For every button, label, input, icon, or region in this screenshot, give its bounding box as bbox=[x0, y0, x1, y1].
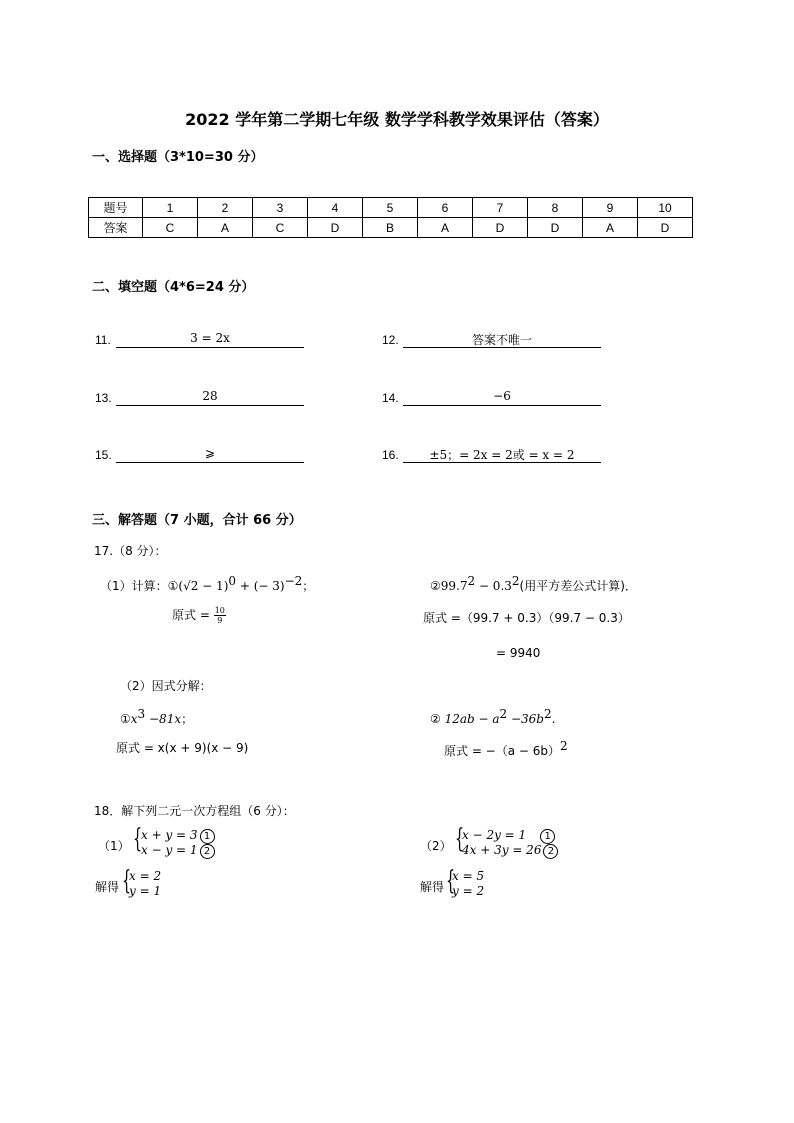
q17-p1a-prefix: ① bbox=[167, 579, 179, 593]
fill-answer-15: ⩾ bbox=[116, 446, 304, 463]
table-cell: C bbox=[143, 218, 198, 238]
q18-sys2-eq2 bbox=[462, 843, 558, 859]
q17-p1b-note: (用平方差公式计算)． bbox=[519, 579, 637, 593]
fill-answer-12: 答案不唯一 bbox=[403, 331, 601, 348]
q17-p1a-exp0: 0 bbox=[228, 574, 237, 588]
q17-p2b-prefix: ② bbox=[430, 712, 441, 726]
q17-p1a-end: ； bbox=[302, 579, 315, 593]
table-cell: 4 bbox=[308, 198, 363, 218]
q17-p2a-expr2: −81x bbox=[145, 712, 182, 726]
q17-p2b-exp2: 2 bbox=[544, 707, 552, 721]
row-label-answer: 答案 bbox=[89, 218, 143, 238]
q17-p1b-exp1: 2 bbox=[467, 574, 476, 588]
fill-answer-13: 28 bbox=[116, 389, 304, 406]
q17-p2a-result-text: 原式 = x(x + 9)(x − 9) bbox=[116, 741, 249, 755]
equation-text: x − 2y = 1 bbox=[462, 828, 527, 842]
q17-p1a-result-label: 原式 = bbox=[172, 608, 210, 622]
table-row-numbers bbox=[89, 198, 693, 218]
q17-p1b-prefix: ② bbox=[430, 579, 441, 593]
q17-p2b-end: . bbox=[551, 712, 556, 726]
table-cell: 7 bbox=[473, 198, 528, 218]
q17-p1b-exp2: 2 bbox=[511, 574, 520, 588]
q17-p2a-end: ； bbox=[181, 712, 194, 726]
fill-number-16: 16. bbox=[382, 448, 399, 462]
q17-p1b bbox=[430, 574, 637, 594]
q18-sol2-x bbox=[452, 869, 484, 883]
q18-label: 18．解下列二元一次方程组（6 分）： bbox=[94, 804, 295, 818]
table-cell: 8 bbox=[528, 198, 583, 218]
q17-p1a-result bbox=[172, 606, 226, 625]
circled-number-icon: 1 bbox=[200, 829, 215, 844]
answer-table bbox=[88, 197, 693, 238]
q18-sys1-label: （1） bbox=[98, 839, 130, 853]
circled-number-icon: 2 bbox=[200, 844, 215, 859]
left-brace-icon: { bbox=[446, 866, 456, 896]
equation-text: x + y = 3 bbox=[141, 828, 198, 842]
table-cell: B bbox=[363, 218, 418, 238]
fill-answer-14: −6 bbox=[403, 389, 601, 406]
q17-p2a-expr1: x bbox=[130, 712, 138, 726]
q17-p1b-expr2: − 0.3 bbox=[475, 579, 512, 593]
table-cell: D bbox=[528, 218, 583, 238]
fraction-numerator: 10 bbox=[214, 606, 225, 615]
q17-p2b-result-exp: 2 bbox=[560, 739, 568, 753]
table-cell: C bbox=[253, 218, 308, 238]
q17-label: 17.（8 分）： bbox=[94, 544, 167, 558]
q17-p1b-expr1: 99.7 bbox=[440, 579, 468, 593]
q17-p2b-exp1: 2 bbox=[499, 707, 508, 721]
table-cell: 5 bbox=[363, 198, 418, 218]
section3-heading: 三、解答题（7 小题，合计 66 分） bbox=[92, 513, 302, 528]
fraction-denominator: 9 bbox=[217, 616, 223, 625]
fill-number-15: 15. bbox=[95, 448, 112, 462]
circled-number-icon: 2 bbox=[543, 844, 558, 859]
table-cell: 9 bbox=[583, 198, 638, 218]
q17-p1a-expr: (√2 − 1) bbox=[178, 579, 229, 593]
left-brace-icon: { bbox=[455, 824, 465, 854]
q18-sys2-label: （2） bbox=[420, 839, 452, 853]
table-cell: D bbox=[308, 218, 363, 238]
q17-p1a-exp: −2 bbox=[284, 574, 303, 588]
table-cell: 6 bbox=[418, 198, 473, 218]
q17-p2b bbox=[430, 707, 555, 726]
q18-sol2-y bbox=[452, 884, 484, 898]
q17-p2b-expr1: 12ab − a bbox=[440, 712, 500, 726]
fill-answer-16: ±5；= 2x = 2或 = x = 2 bbox=[403, 446, 601, 463]
q18-sol1-y bbox=[129, 884, 161, 898]
table-cell: A bbox=[198, 218, 253, 238]
q17-p2a-prefix: ① bbox=[120, 712, 131, 726]
table-cell: D bbox=[473, 218, 528, 238]
q18-sol2-label: 解得 bbox=[420, 880, 445, 894]
q18-sys2-eq1 bbox=[462, 828, 555, 844]
q17-p2a bbox=[120, 707, 193, 727]
q17-part2-label: （2）因式分解： bbox=[120, 679, 212, 693]
page-title: 2022 学年第二学期七年级 数学学科教学效果评估（答案） bbox=[185, 110, 609, 129]
fill-number-12: 12. bbox=[382, 333, 399, 347]
table-cell: 10 bbox=[638, 198, 693, 218]
table-cell: 3 bbox=[253, 198, 308, 218]
row-label-number: 题号 bbox=[89, 198, 143, 218]
q17-p1a-fraction bbox=[214, 606, 226, 625]
section1-heading: 一、选择题（3*10=30 分） bbox=[92, 150, 264, 165]
solution-text: y = 1 bbox=[129, 884, 162, 898]
table-cell: 2 bbox=[198, 198, 253, 218]
q17-p2b-result bbox=[444, 739, 568, 759]
equation-text: 4x + 3y = 26 bbox=[462, 843, 542, 857]
q17-p2a-exp: 3 bbox=[137, 707, 146, 721]
table-cell: A bbox=[418, 218, 473, 238]
q17-p2b-expr2: −36b bbox=[507, 712, 544, 726]
q17-p2a-result bbox=[116, 739, 248, 756]
q18-sol1-x bbox=[129, 869, 161, 883]
table-cell: 1 bbox=[143, 198, 198, 218]
q17-p2b-result-text: 原式 = −（a − 6b） bbox=[444, 744, 561, 758]
q18-sys1-eq1 bbox=[141, 828, 215, 844]
section2-heading: 二、填空题（4*6=24 分） bbox=[92, 280, 255, 295]
q17-p1a-mid: + (− 3) bbox=[236, 579, 285, 593]
q17-p1b-line2: = 9940 bbox=[496, 646, 541, 660]
fill-answer-11: 3 = 2x bbox=[116, 331, 304, 348]
q17-part1-text: （1）计算： bbox=[100, 579, 168, 593]
left-brace-icon: { bbox=[133, 824, 143, 854]
table-cell: D bbox=[638, 218, 693, 238]
q17-part1-label bbox=[100, 574, 314, 594]
table-row-answers bbox=[89, 218, 693, 238]
left-brace-icon: { bbox=[122, 866, 132, 896]
fill-number-11: 11. bbox=[95, 333, 111, 347]
fill-number-14: 14. bbox=[382, 391, 399, 405]
circled-number-icon: 1 bbox=[540, 829, 555, 844]
q18-sol1-label: 解得 bbox=[95, 880, 120, 894]
q18-sys1-eq2 bbox=[141, 843, 215, 859]
fill-number-13: 13. bbox=[95, 391, 112, 405]
table-cell: A bbox=[583, 218, 638, 238]
solution-text: x = 2 bbox=[129, 869, 162, 883]
equation-text: x − y = 1 bbox=[141, 843, 198, 857]
solution-text: y = 2 bbox=[452, 884, 485, 898]
q17-p1b-line1: 原式 =（99.7 + 0.3）（99.7 − 0.3） bbox=[423, 611, 630, 625]
solution-text: x = 5 bbox=[452, 869, 485, 883]
